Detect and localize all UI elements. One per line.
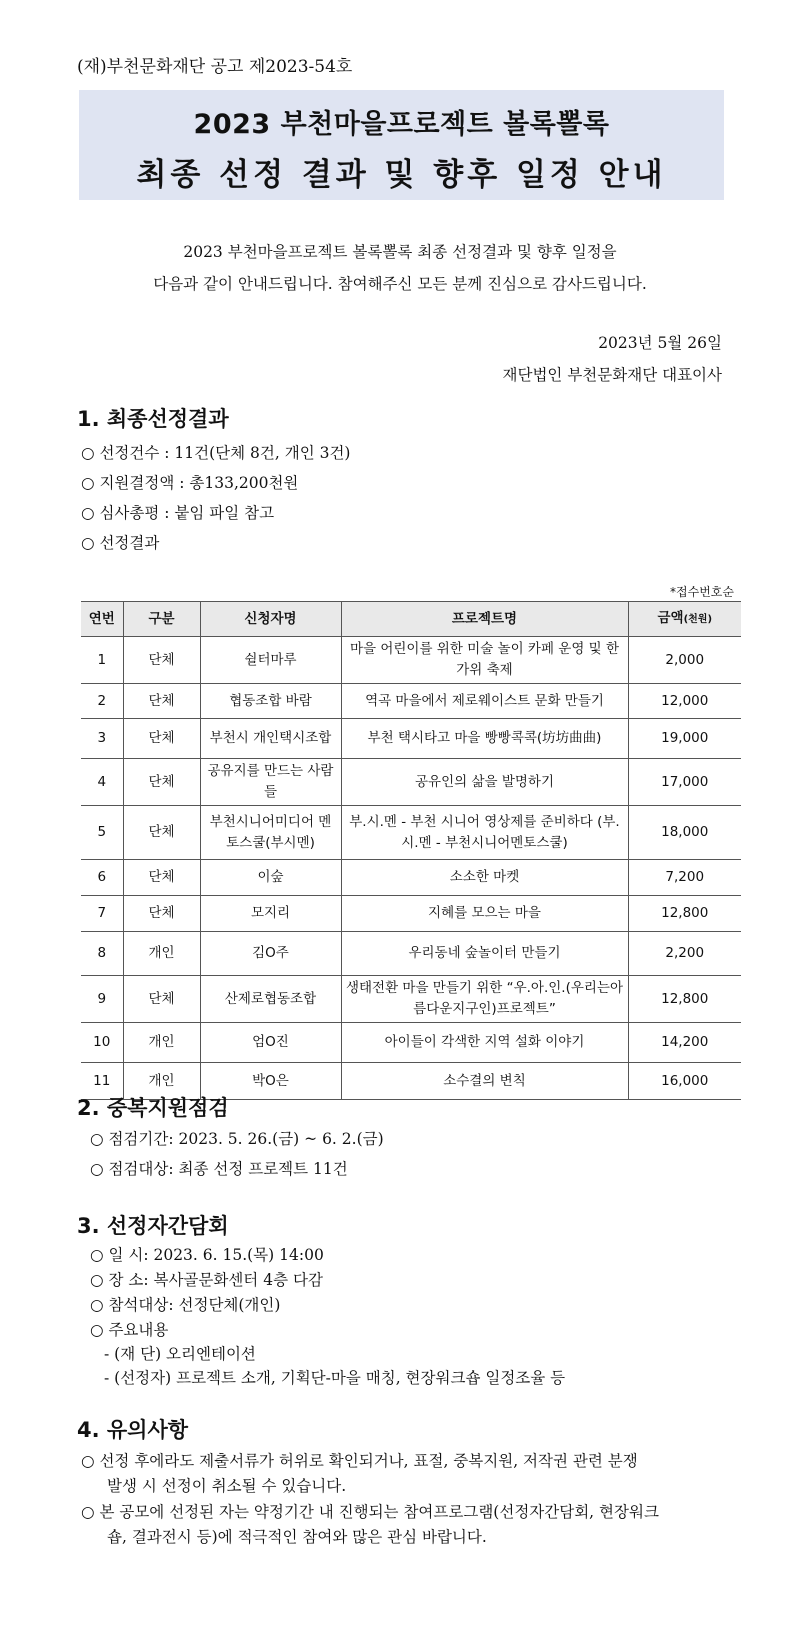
header-type: 구분 — [123, 602, 200, 637]
row-project: 부천 택시타고 마을 빵빵콕콕(坊坊曲曲) — [341, 719, 628, 759]
row-amount: 19,000 — [628, 719, 741, 759]
support-amount: ○ 지원결정액 : 총133,200천원 — [81, 474, 299, 492]
row-project: 아이들이 각색한 지역 설화 이야기 — [341, 1023, 628, 1063]
row-applicant: 박O은 — [200, 1063, 341, 1100]
notice-number: (재)부천문화재단 공고 제2023-54호 — [77, 57, 353, 77]
row-applicant: 산제로협동조합 — [200, 976, 341, 1023]
row-project: 우리동네 숲놀이터 만들기 — [341, 932, 628, 976]
row-project: 소소한 마켓 — [341, 860, 628, 896]
check-period: ○ 점검기간: 2023. 5. 26.(금) ~ 6. 2.(금) — [90, 1130, 384, 1148]
section-2-title: 2. 중복지원점검 — [77, 1096, 229, 1120]
row-project: 마을 어린이를 위한 미술 놀이 카페 운영 및 한가위 축제 — [341, 637, 628, 684]
title-line-2: 최종 선정 결과 및 향후 일정 안내 — [136, 157, 667, 193]
content-item-selectee: - (선정자) 프로젝트 소개, 기획단-마을 매칭, 현장워크숍 일정조율 등 — [104, 1369, 566, 1387]
intro-line-1: 2023 부천마을프로젝트 볼록뽈록 최종 선정결과 및 향후 일정을 — [183, 243, 617, 261]
row-no: 1 — [81, 637, 123, 684]
row-type: 단체 — [123, 806, 200, 860]
table-row — [81, 759, 741, 806]
row-no: 3 — [81, 719, 123, 759]
meeting-datetime: ○ 일 시: 2023. 6. 15.(목) 14:00 — [90, 1246, 324, 1264]
row-amount: 2,000 — [628, 637, 741, 684]
row-amount: 12,000 — [628, 684, 741, 719]
notice-date: 2023년 5월 26일 — [598, 334, 722, 352]
selection-results-table — [81, 601, 741, 1100]
row-type: 개인 — [123, 1063, 200, 1100]
row-project: 부.시.멘 - 부천 시니어 영상제를 준비하다 (부.시.멘 - 부천시니어멘토스쿨) — [341, 806, 628, 860]
table-row — [81, 896, 741, 932]
date-block — [503, 327, 722, 391]
row-no: 4 — [81, 759, 123, 806]
table-row — [81, 806, 741, 860]
header-amount-unit: (천원) — [683, 614, 713, 625]
intro-line-2: 다음과 같이 안내드립니다. 참여해주신 모든 분께 진심으로 감사드립니다. — [153, 275, 647, 293]
row-type: 개인 — [123, 932, 200, 976]
row-no: 6 — [81, 860, 123, 896]
header-no: 연번 — [81, 602, 123, 637]
row-type: 단체 — [123, 684, 200, 719]
check-target: ○ 점검대상: 최종 선정 프로젝트 11건 — [90, 1160, 348, 1178]
row-amount: 17,000 — [628, 759, 741, 806]
row-no: 7 — [81, 896, 123, 932]
row-type: 단체 — [123, 637, 200, 684]
header-applicant: 신청자명 — [200, 602, 341, 637]
row-type: 단체 — [123, 860, 200, 896]
row-amount: 16,000 — [628, 1063, 741, 1100]
table-note: *접수번호순 — [670, 585, 734, 599]
caution-1-line-2: 발생 시 선정이 취소될 수 있습니다. — [107, 1477, 347, 1495]
row-applicant: 부천시니어미디어 멘토스쿨(부시멘) — [200, 806, 341, 860]
header-amount-label: 금액 — [657, 610, 684, 626]
row-no: 5 — [81, 806, 123, 860]
table-row — [81, 860, 741, 896]
row-type: 단체 — [123, 719, 200, 759]
selection-result-label: ○ 선정결과 — [81, 534, 160, 552]
table-row — [81, 637, 741, 684]
row-project: 지혜를 모으는 마을 — [341, 896, 628, 932]
caution-1-line-1: ○ 선정 후에라도 제출서류가 허위로 확인되거나, 표절, 중복지원, 저작권 관련 분쟁 — [81, 1452, 638, 1470]
meeting-place: ○ 장 소: 복사골문화센터 4층 다감 — [90, 1271, 323, 1289]
row-type: 단체 — [123, 896, 200, 932]
row-project: 소수결의 변칙 — [341, 1063, 628, 1100]
caution-2-line-2: 숍, 결과전시 등)에 적극적인 참여와 많은 관심 바랍니다. — [107, 1528, 487, 1546]
content-item-foundation: - (재 단) 오리엔테이션 — [104, 1345, 256, 1363]
table-row — [81, 976, 741, 1023]
section-1-title: 1. 최종선정결과 — [77, 407, 229, 431]
table-header-row — [81, 602, 741, 637]
row-amount: 12,800 — [628, 976, 741, 1023]
row-no: 8 — [81, 932, 123, 976]
row-amount: 12,800 — [628, 896, 741, 932]
row-applicant: 엄O진 — [200, 1023, 341, 1063]
meeting-attendees: ○ 참석대상: 선정단체(개인) — [90, 1296, 281, 1314]
table-row — [81, 1023, 741, 1063]
issuer: 재단법인 부천문화재단 대표이사 — [502, 366, 722, 384]
row-no: 11 — [81, 1063, 123, 1100]
row-type: 단체 — [123, 759, 200, 806]
row-type: 단체 — [123, 976, 200, 1023]
row-applicant: 협동조합 바람 — [200, 684, 341, 719]
row-applicant: 이숲 — [200, 860, 341, 896]
header-amount — [628, 602, 741, 637]
meeting-content-label: ○ 주요내용 — [90, 1321, 169, 1339]
title-box — [79, 90, 724, 200]
row-applicant: 쉴터마루 — [200, 637, 341, 684]
review-summary: ○ 심사총평 : 붙임 파일 참고 — [81, 504, 275, 522]
row-type: 개인 — [123, 1023, 200, 1063]
row-project: 역곡 마을에서 제로웨이스트 문화 만들기 — [341, 684, 628, 719]
table-row — [81, 932, 741, 976]
caution-2-line-1: ○ 본 공모에 선정된 자는 약정기간 내 진행되는 참여프로그램(선정자간담회, 현장워크 — [81, 1503, 659, 1521]
section-4-title: 4. 유의사항 — [77, 1418, 189, 1442]
row-project: 생태전환 마을 만들기 위한 “우.아.인.(우리는아름다운지구인)프로젝트” — [341, 976, 628, 1023]
table-row — [81, 719, 741, 759]
section-3-title: 3. 선정자간담회 — [77, 1214, 229, 1238]
row-applicant: 부천시 개인택시조합 — [200, 719, 341, 759]
selection-count: ○ 선정건수 : 11건(단체 8건, 개인 3건) — [81, 444, 351, 462]
row-amount: 14,200 — [628, 1023, 741, 1063]
row-applicant: 모지리 — [200, 896, 341, 932]
row-project: 공유인의 삶을 발명하기 — [341, 759, 628, 806]
row-applicant: 김O주 — [200, 932, 341, 976]
row-no: 9 — [81, 976, 123, 1023]
header-project: 프로젝트명 — [341, 602, 628, 637]
row-no: 10 — [81, 1023, 123, 1063]
row-amount: 18,000 — [628, 806, 741, 860]
intro-paragraph — [0, 236, 800, 300]
row-amount: 2,200 — [628, 932, 741, 976]
row-no: 2 — [81, 684, 123, 719]
row-amount: 7,200 — [628, 860, 741, 896]
title-line-1: 2023 부천마을프로젝트 볼록뽈록 — [193, 109, 610, 140]
row-applicant: 공유지를 만드는 사람들 — [200, 759, 341, 806]
table-row — [81, 684, 741, 719]
